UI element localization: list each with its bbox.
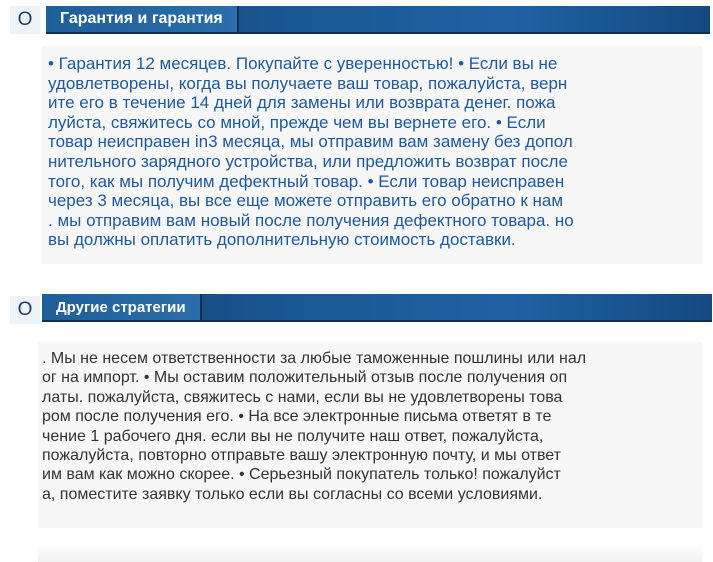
section-marker-warranty (10, 6, 40, 34)
section-title-warranty: Гарантия и гарантия (46, 6, 239, 32)
footer-strip (38, 546, 702, 562)
section-header-warranty (46, 6, 710, 34)
section-header-policies (42, 294, 712, 322)
policies-text: . Мы не несем ответственности за любые таможенные пошлины или нал ог на импорт. • Мы оставим положительный отзыв после получения оп латы. пожалуйста, свяжитесь с нами, если вы не удовлетворены това ром после получения его. • На все электронные письма ответят в те чение 1 рабочего дня. если вы не получите наш ответ, пожалуйста, пожалуйста, повторно отправьте вашу электронную почту, и мы ответ им вам как можно скорее. • Серьезный покупатель только! пожалуйст а, поместите заявку только если вы согласны со всеми условиями. (42, 350, 587, 503)
warranty-text: • Гарантия 12 месяцев. Покупайте с уверенностью! • Если вы не удовлетворены, когда вы получаете ваш товар, пожалуйста, верн ите его в течение 14 дней для замены или возврата денег. пожа луйста, свяжитесь со мной, прежде чем вы вернете его. • Если товар неисправен in3 месяца, мы отправим вам замену без допол нительного зарядного устройства, или предложить возврат после того, как мы получим дефектный товар. • Если товар неисправен через 3 месяца, вы все еще можете отправить его обратно к нам . мы отправим вам новый после получения дефектного товара. но вы должны оплатить дополнительную стоимость доставки. (48, 54, 574, 250)
section-title-policies: Другие стратегии (42, 294, 202, 320)
section-marker-policies (10, 296, 40, 324)
marker-glyph: O (17, 299, 33, 320)
policies-text-panel (38, 342, 702, 528)
marker-glyph: O (17, 9, 33, 30)
warranty-text-panel (42, 46, 702, 264)
